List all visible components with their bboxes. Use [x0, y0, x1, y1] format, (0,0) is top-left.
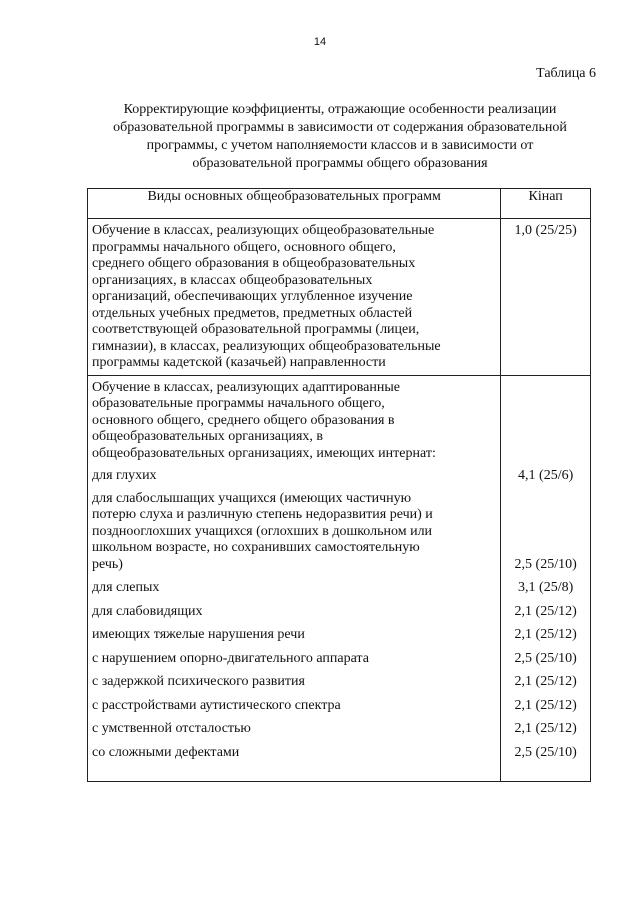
cell-line: образовательные программы начального общего,	[92, 396, 385, 411]
cell-line: общеобразовательных организациях, имеющих интернат:	[92, 445, 436, 461]
coefficient-value: 2,1 (25/12)	[514, 697, 577, 713]
cell-line: Обучение в классах, реализующих общеобразовательные	[92, 223, 435, 238]
page-number: 14	[313, 36, 327, 48]
table-row-adapted	[88, 375, 591, 782]
cell-line: организациях, в классах общеобразовательных	[92, 272, 373, 288]
item-label: с умственной отсталостью	[92, 721, 251, 736]
title-line: образовательной программы в зависимости от содержания образовательной	[113, 120, 567, 135]
cell-line: гимназии), в классах, реализующих общеобразовательные	[92, 338, 441, 354]
hard-of-hearing-line: потерю слуха и различную степень недоразвития речи) и	[92, 507, 433, 522]
item-label: со сложными дефектами	[92, 744, 240, 760]
coefficient-value: 2,1 (25/12)	[514, 674, 577, 689]
cell-line: общеобразовательных организациях, в	[92, 429, 323, 444]
coefficient-value: 2,5 (25/10)	[514, 650, 577, 666]
coefficient-value: 3,1 (25/8)	[518, 580, 574, 595]
hard-of-hearing-line: школьном возрасте, но сохранивших самостоятельную	[92, 540, 420, 555]
coefficient-value: 2,1 (25/12)	[514, 603, 577, 619]
cell-line: организаций, обеспечивающих углубленное изучение	[92, 289, 413, 304]
general-coefficient-cell	[501, 219, 591, 376]
adapted-programs-cell	[88, 375, 501, 782]
document-title	[90, 101, 590, 173]
title-line: программы, с учетом наполняемости классов и в зависимости от	[146, 138, 534, 153]
general-programs-cell	[88, 219, 501, 376]
row-bottom-spacer	[88, 761, 500, 781]
cell-line: программы начального общего, основного общего,	[92, 239, 396, 255]
adapted-coefficients-cell	[501, 375, 591, 782]
cell-line: основного общего, среднего общего образования в	[92, 412, 395, 428]
coefficient-value: 2,5 (25/10)	[514, 556, 577, 572]
item-label: с расстройствами аутистического спектра	[92, 697, 341, 713]
hard-of-hearing-line: речь)	[92, 556, 123, 572]
coefficient-value: 1,0 (25/25)	[514, 223, 577, 238]
cell-line: среднего общего образования в общеобразовательных	[92, 256, 416, 271]
cell-line: программы кадетской (казачьей) направленности	[92, 355, 386, 370]
coefficient-value: 2,1 (25/12)	[514, 721, 577, 736]
cell-line: Обучение в классах, реализующих адаптированные	[92, 379, 400, 395]
intro-spacer	[501, 380, 590, 463]
cell-line: отдельных учебных предметов, предметных областей	[92, 305, 413, 321]
hard-of-hearing-line: позднооглохших учащихся (оглохших в дошкольном или	[92, 523, 433, 539]
deaf-label: для глухих	[92, 468, 157, 483]
coefficient-value: 4,1 (25/6)	[518, 468, 574, 483]
hard-of-hearing-line: для слабослышащих учащихся (имеющих частичную	[92, 490, 412, 506]
coefficient-value: 2,5 (25/10)	[514, 744, 577, 760]
item-label: имеющих тяжелые нарушения речи	[92, 627, 305, 642]
item-label: с нарушением опорно-двигательного аппарата	[92, 650, 369, 666]
header-program-types: Виды основных общеобразовательных программ	[88, 189, 501, 219]
item-label: для слабовидящих	[92, 603, 203, 619]
table-header-row	[88, 189, 591, 219]
title-line: образовательной программы общего образования	[192, 156, 488, 171]
hoh-spacer	[501, 491, 590, 557]
coefficient-value: 2,1 (25/12)	[514, 627, 577, 642]
table-label: Таблица 6	[536, 66, 596, 81]
table-row-general	[88, 219, 591, 376]
item-label: с задержкой психического развития	[92, 674, 305, 689]
coefficients-table	[87, 188, 591, 782]
cell-line: соответствующей образовательной программы (лицеи,	[92, 322, 420, 337]
title-line: Корректирующие коэффициенты, отражающие особенности реализации	[123, 102, 557, 117]
header-coefficient: Кінап	[501, 189, 591, 219]
item-label: для слепых	[92, 580, 160, 595]
